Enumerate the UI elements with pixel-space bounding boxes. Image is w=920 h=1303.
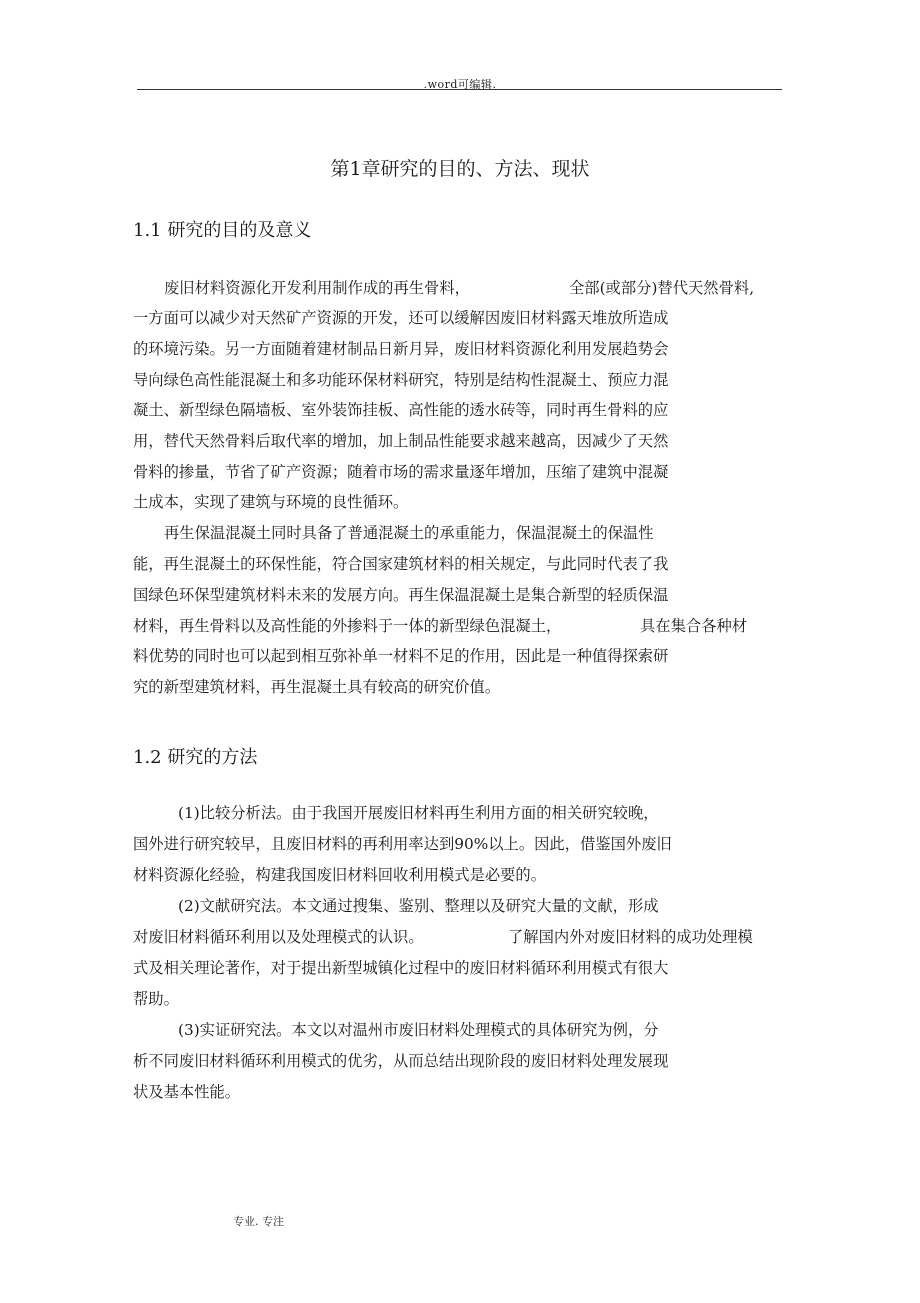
- paragraph-line: 骨料的掺量，节省了矿产资源；随着市场的需求量逐年增加，压缩了建筑中混凝: [133, 463, 669, 481]
- paragraph-line: 料优势的同时也可以起到相互弥补单一材料不足的作用，因此是一种值得探索研: [133, 647, 669, 665]
- page-header: .word可编辑.: [423, 78, 497, 91]
- paragraph-line: 凝土、新型绿色隔墙板、室外装饰挂板、高性能的透水砖等，同时再生骨料的应: [133, 401, 669, 419]
- paragraph-line: (1)比较分析法。由于我国开展废旧材料再生利用方面的相关研究较晚，: [178, 804, 659, 822]
- paragraph-line: 国外进行研究较早，且废旧材料的再利用率达到90%以上。因此，借鉴国外废旧: [133, 835, 672, 853]
- paragraph-line: (2)文献研究法。本文通过搜集、鉴别、整理以及研究大量的文献，形成: [178, 897, 659, 915]
- paragraph-line: 材料资源化经验，构建我国废旧材料回收利用模式是必要的。: [133, 866, 547, 884]
- paragraph-line: (3)实证研究法。本文以对温州市废旧材料处理模式的具体研究为例，分: [178, 1021, 659, 1039]
- paragraph-line: 析不同废旧材料循环利用模式的优劣，从而总结出现阶段的废旧材料处理发展现: [133, 1052, 669, 1070]
- page-footer: 专业. 专注: [233, 1215, 284, 1228]
- paragraph-line: 能，再生混凝土的环保性能，符合国家建筑材料的相关规定，与此同时代表了我: [133, 555, 669, 573]
- section-heading-1-1: 1.1 研究的目的及意义: [133, 220, 312, 241]
- paragraph-line: 式及相关理论著作，对于提出新型城镇化过程中的废旧材料循环利用模式有很大: [133, 959, 669, 977]
- chapter-title: 第1章研究的目的、方法、现状: [330, 158, 590, 180]
- paragraph-line: 究的新型建筑材料，再生混凝土具有较高的研究价值。: [133, 678, 501, 696]
- paragraph-line: 导向绿色高性能混凝土和多功能环保材料研究，特别是结构性混凝土、预应力混: [133, 371, 669, 389]
- section-heading-1-2: 1.2 研究的方法: [133, 747, 258, 768]
- paragraph-line: 具在集合各种材: [640, 617, 748, 635]
- paragraph-line: 帮助。: [133, 990, 179, 1008]
- paragraph-line: 国绿色环保型建筑材料未来的发展方向。再生保温混凝土是集合新型的轻质保温: [133, 586, 669, 604]
- paragraph-line: 废旧材料资源化开发利用制作成的再生骨料，: [164, 279, 470, 297]
- paragraph-line: 的环境污染。另一方面随着建材制品日新月异，废旧材料资源化利用发展趋势会: [133, 340, 669, 358]
- header-divider: [137, 89, 782, 90]
- paragraph-line: 全部(或部分)替代天然骨料,: [569, 279, 755, 297]
- paragraph-line: 用，替代天然骨料后取代率的增加，加上制品性能要求越来越高，因减少了天然: [133, 432, 669, 450]
- paragraph-line: 一方面可以减少对天然矿产资源的开发，还可以缓解因废旧材料露天堆放所造成: [133, 309, 669, 327]
- paragraph-line: 再生保温混凝土同时具备了普通混凝土的承重能力，保温混凝土的保温性: [164, 524, 654, 542]
- paragraph-line: 状及基本性能。: [133, 1083, 241, 1101]
- paragraph-line: 材料，再生骨料以及高性能的外掺料于一体的新型绿色混凝土，: [133, 617, 562, 635]
- paragraph-line: 对废旧材料循环利用以及处理模式的认识。: [133, 928, 424, 946]
- paragraph-line: 土成本，实现了建筑与环境的良性循环。: [133, 493, 409, 511]
- paragraph-line: 了解国内外对废旧材料的成功处理模: [508, 928, 753, 946]
